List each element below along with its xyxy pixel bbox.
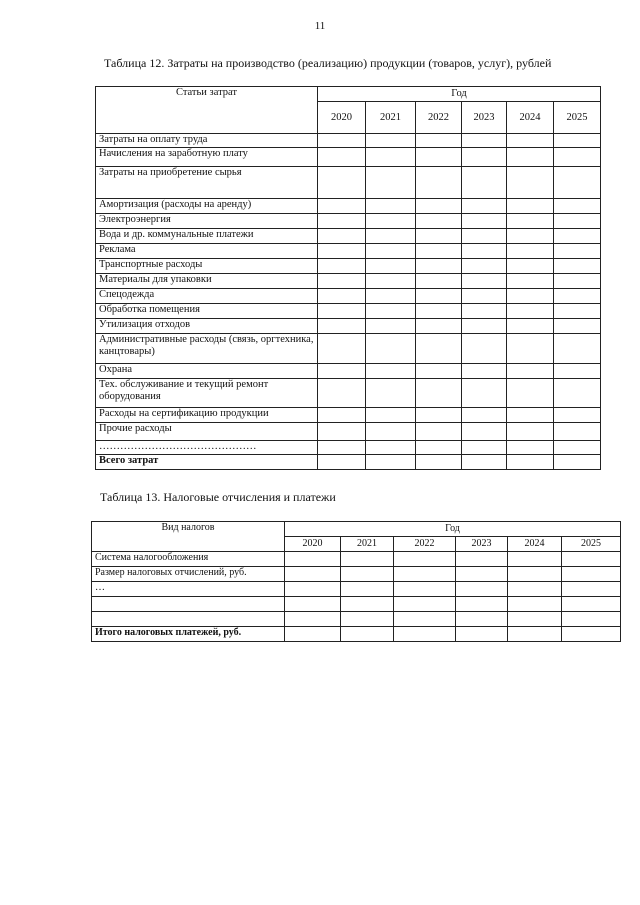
value-cell [462, 304, 507, 319]
value-cell [507, 214, 554, 229]
value-cell [562, 552, 621, 567]
value-cell [507, 304, 554, 319]
value-cell [462, 229, 507, 244]
value-cell [507, 319, 554, 334]
value-cell [456, 552, 508, 567]
value-cell [366, 274, 416, 289]
value-cell [554, 167, 601, 199]
value-cell [416, 199, 462, 214]
value-cell [416, 408, 462, 423]
value-cell [318, 408, 366, 423]
table-row [96, 408, 601, 423]
value-cell [462, 148, 507, 167]
year-header: 2025 [562, 537, 621, 552]
value-cell [366, 304, 416, 319]
row-label: Материалы для упаковки [96, 274, 318, 289]
table-row [96, 455, 601, 470]
value-cell [318, 441, 366, 455]
value-cell [318, 244, 366, 259]
value-cell [394, 612, 456, 627]
value-cell [318, 379, 366, 408]
value-cell [366, 229, 416, 244]
value-cell [366, 319, 416, 334]
value-cell [318, 289, 366, 304]
row-label: Административные расходы (связь, оргтехника, канцтовары) [96, 334, 318, 364]
row-label: Обработка помещения [96, 304, 318, 319]
table-row [96, 289, 601, 304]
table-row [96, 423, 601, 441]
value-cell [416, 364, 462, 379]
table-row [96, 229, 601, 244]
value-cell [462, 379, 507, 408]
row-label: Спецодежда [96, 289, 318, 304]
year-header: 2022 [416, 102, 462, 134]
row-label: Амортизация (расходы на аренду) [96, 199, 318, 214]
value-cell [462, 274, 507, 289]
column-header-tax-type: Вид налогов [92, 522, 285, 552]
year-header: 2023 [456, 537, 508, 552]
value-cell [462, 423, 507, 441]
table-row [96, 134, 601, 148]
value-cell [554, 214, 601, 229]
table13-caption: Таблица 13. Налоговые отчисления и платежи [100, 490, 336, 504]
value-cell [462, 214, 507, 229]
table12-caption: Таблица 12. Затраты на производство (реализацию) продукции (товаров, услуг), рублей [104, 56, 552, 70]
value-cell [554, 334, 601, 364]
value-cell [462, 364, 507, 379]
value-cell [462, 199, 507, 214]
year-header: 2024 [507, 102, 554, 134]
value-cell [462, 259, 507, 274]
value-cell [462, 441, 507, 455]
value-cell [554, 274, 601, 289]
value-cell [456, 627, 508, 642]
value-cell [462, 167, 507, 199]
value-cell [366, 244, 416, 259]
value-cell [366, 214, 416, 229]
value-cell [554, 199, 601, 214]
table-row [92, 567, 621, 582]
row-label: Размер налоговых отчислений, руб. [92, 567, 285, 582]
row-label: Охрана [96, 364, 318, 379]
year-header: 2025 [554, 102, 601, 134]
value-cell [554, 304, 601, 319]
row-label: Затраты на приобретение сырья [96, 167, 318, 199]
column-header-cost-items: Статьи затрат [96, 87, 318, 134]
value-cell [507, 364, 554, 379]
value-cell [554, 259, 601, 274]
value-cell [366, 167, 416, 199]
table-row [96, 441, 601, 455]
value-cell [416, 441, 462, 455]
value-cell [507, 167, 554, 199]
year-header: 2020 [318, 102, 366, 134]
value-cell [508, 612, 562, 627]
value-cell [416, 289, 462, 304]
value-cell [554, 148, 601, 167]
year-header: 2024 [508, 537, 562, 552]
row-label [92, 612, 285, 627]
year-header: 2022 [394, 537, 456, 552]
value-cell [456, 582, 508, 597]
value-cell [285, 627, 341, 642]
value-cell [554, 441, 601, 455]
value-cell [508, 567, 562, 582]
value-cell [366, 408, 416, 423]
value-cell [507, 199, 554, 214]
value-cell [562, 597, 621, 612]
value-cell [318, 455, 366, 470]
value-cell [462, 455, 507, 470]
value-cell [456, 612, 508, 627]
value-cell [562, 612, 621, 627]
value-cell [366, 148, 416, 167]
table-row [96, 379, 601, 408]
table-row [96, 244, 601, 259]
value-cell [416, 148, 462, 167]
value-cell [562, 582, 621, 597]
value-cell [318, 364, 366, 379]
value-cell [507, 274, 554, 289]
value-cell [366, 441, 416, 455]
table-row [96, 304, 601, 319]
value-cell [341, 627, 394, 642]
value-cell [507, 441, 554, 455]
row-label: Расходы на сертификацию продукции [96, 408, 318, 423]
value-cell [462, 289, 507, 304]
value-cell [318, 259, 366, 274]
value-cell [318, 134, 366, 148]
value-cell [318, 148, 366, 167]
row-label: Прочие расходы [96, 423, 318, 441]
value-cell [366, 423, 416, 441]
value-cell [416, 229, 462, 244]
value-cell [416, 379, 462, 408]
value-cell [318, 167, 366, 199]
value-cell [554, 423, 601, 441]
value-cell [318, 334, 366, 364]
value-cell [318, 214, 366, 229]
row-label: Затраты на оплату труда [96, 134, 318, 148]
value-cell [508, 552, 562, 567]
value-cell [508, 582, 562, 597]
value-cell [462, 244, 507, 259]
table-row [92, 552, 621, 567]
row-label: Итого налоговых платежей, руб. [92, 627, 285, 642]
value-cell [394, 552, 456, 567]
value-cell [507, 134, 554, 148]
row-label: ……………………………………… [96, 441, 318, 455]
value-cell [507, 259, 554, 274]
value-cell [318, 274, 366, 289]
row-label: Система налогообложения [92, 552, 285, 567]
value-cell [508, 627, 562, 642]
value-cell [341, 582, 394, 597]
cost-table [95, 86, 601, 470]
value-cell [394, 597, 456, 612]
value-cell [507, 334, 554, 364]
row-label [92, 597, 285, 612]
value-cell [318, 319, 366, 334]
table-row [96, 148, 601, 167]
value-cell [507, 289, 554, 304]
value-cell [554, 364, 601, 379]
value-cell [562, 567, 621, 582]
value-cell [554, 289, 601, 304]
tax-table [91, 521, 621, 642]
value-cell [394, 582, 456, 597]
value-cell [366, 379, 416, 408]
value-cell [394, 567, 456, 582]
value-cell [416, 319, 462, 334]
value-cell [285, 552, 341, 567]
value-cell [507, 379, 554, 408]
value-cell [507, 408, 554, 423]
table-row [92, 582, 621, 597]
table-row [96, 167, 601, 199]
column-header-year: Год [318, 87, 601, 102]
table-row [92, 597, 621, 612]
table-row [96, 364, 601, 379]
year-header: 2023 [462, 102, 507, 134]
page-number: 11 [314, 20, 326, 32]
value-cell [462, 134, 507, 148]
row-label: Всего затрат [96, 455, 318, 470]
table-row [92, 627, 621, 642]
row-label: Тех. обслуживание и текущий ремонт оборудования [96, 379, 318, 408]
value-cell [462, 319, 507, 334]
year-header: 2020 [285, 537, 341, 552]
value-cell [554, 229, 601, 244]
value-cell [554, 455, 601, 470]
value-cell [462, 408, 507, 423]
table-row [96, 334, 601, 364]
value-cell [416, 244, 462, 259]
value-cell [318, 423, 366, 441]
value-cell [508, 597, 562, 612]
table-row [96, 319, 601, 334]
value-cell [366, 199, 416, 214]
value-cell [416, 167, 462, 199]
value-cell [416, 274, 462, 289]
table-row [96, 199, 601, 214]
year-header: 2021 [341, 537, 394, 552]
value-cell [285, 612, 341, 627]
value-cell [462, 334, 507, 364]
value-cell [554, 379, 601, 408]
value-cell [507, 423, 554, 441]
value-cell [341, 552, 394, 567]
value-cell [318, 199, 366, 214]
value-cell [507, 229, 554, 244]
value-cell [456, 597, 508, 612]
value-cell [554, 134, 601, 148]
value-cell [366, 334, 416, 364]
value-cell [507, 148, 554, 167]
value-cell [341, 612, 394, 627]
row-label: Реклама [96, 244, 318, 259]
value-cell [366, 134, 416, 148]
value-cell [416, 334, 462, 364]
value-cell [394, 627, 456, 642]
row-label: … [92, 582, 285, 597]
value-cell [416, 455, 462, 470]
value-cell [416, 259, 462, 274]
value-cell [341, 597, 394, 612]
value-cell [554, 408, 601, 423]
value-cell [416, 214, 462, 229]
value-cell [416, 304, 462, 319]
value-cell [318, 229, 366, 244]
column-header-year: Год [285, 522, 621, 537]
row-label: Вода и др. коммунальные платежи [96, 229, 318, 244]
value-cell [507, 455, 554, 470]
row-label: Электроэнергия [96, 214, 318, 229]
value-cell [285, 582, 341, 597]
value-cell [318, 304, 366, 319]
row-label: Утилизация отходов [96, 319, 318, 334]
value-cell [554, 319, 601, 334]
value-cell [456, 567, 508, 582]
value-cell [507, 244, 554, 259]
table-row [96, 259, 601, 274]
row-label: Начисления на заработную плату [96, 148, 318, 167]
value-cell [366, 289, 416, 304]
value-cell [285, 567, 341, 582]
value-cell [341, 567, 394, 582]
value-cell [562, 627, 621, 642]
value-cell [285, 597, 341, 612]
row-label: Транспортные расходы [96, 259, 318, 274]
value-cell [366, 259, 416, 274]
table-row [92, 612, 621, 627]
table-row [96, 274, 601, 289]
value-cell [366, 364, 416, 379]
year-header: 2021 [366, 102, 416, 134]
value-cell [554, 244, 601, 259]
value-cell [416, 134, 462, 148]
value-cell [416, 423, 462, 441]
value-cell [366, 455, 416, 470]
table-row [96, 214, 601, 229]
